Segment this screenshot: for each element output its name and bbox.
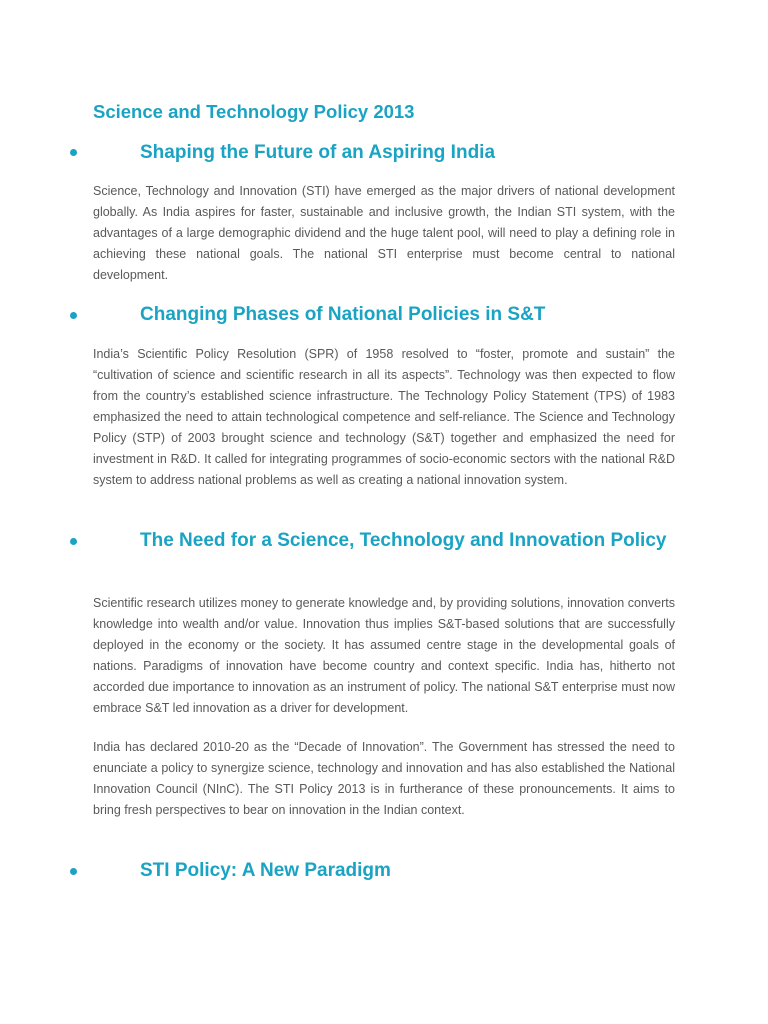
bullet-icon <box>70 538 77 545</box>
section-heading <box>93 141 693 165</box>
section-heading-text: STI Policy: A New Paradigm <box>140 860 391 881</box>
section-heading <box>93 529 668 553</box>
section-heading <box>93 303 693 327</box>
paragraph: Science, Technology and Innovation (STI) have emerged as the major drivers of national development globally. As India aspires for faster, sustainable and inclusive growth, the Indian STI system, with the advantages of a large demographic dividend and the huge talent pool, will need to play a defining role in achieving these national goals. The national STI enterprise must become central to national development. <box>93 184 675 282</box>
paragraph: Scientific research utilizes money to generate knowledge and, by providing solutions, innovation converts knowledge into wealth and/or value. Innovation thus implies S&T-based solutions that are successfully deployed in the economy or the society. It has assumed centre stage in the developmental goals of nations. Paradigms of innovation have become country and context specific. India has, hitherto not accorded due importance to innovation as an instrument of policy. The national S&T enterprise must now embrace S&T led innovation as a driver for development. <box>93 596 675 715</box>
section-heading-text: Shaping the Future of an Aspiring India <box>140 142 496 163</box>
section-heading <box>93 859 693 883</box>
document-title: Science and Technology Policy 2013 <box>93 101 415 122</box>
section-heading-text: Changing Phases of National Policies in S&T <box>140 304 546 325</box>
paragraph: India has declared 2010-20 as the “Decade of Innovation”. The Government has stressed the need to enunciate a policy to synergize science, technology and innovation and has also established the National Innovation Council (NInC). The STI Policy 2013 is in furtherance of these pronouncements. It aims to bring fresh perspectives to bear on innovation in the Indian context. <box>93 740 675 817</box>
bullet-icon <box>70 868 77 875</box>
paragraph: India’s Scientific Policy Resolution (SPR) of 1958 resolved to “foster, promote and sustain” the “cultivation of science and scientific research in all its aspects”. Technology was then expected to flow from the country’s established science infrastructure. The Technology Policy Statement (TPS) of 1983 emphasized the need to attain technological competence and self-reliance. The Science and Technology Policy (STP) of 2003 brought science and technology (S&T) together and emphasized the need for investment in R&D. It called for integrating programmes of socio-economic sectors with the national R&D system to address national problems as well as creating a national innovation system. <box>93 347 675 487</box>
section-heading-text: The Need for a Science, Technology and Innovation Policy <box>140 530 667 551</box>
bullet-icon <box>70 149 77 156</box>
bullet-icon <box>70 312 77 319</box>
